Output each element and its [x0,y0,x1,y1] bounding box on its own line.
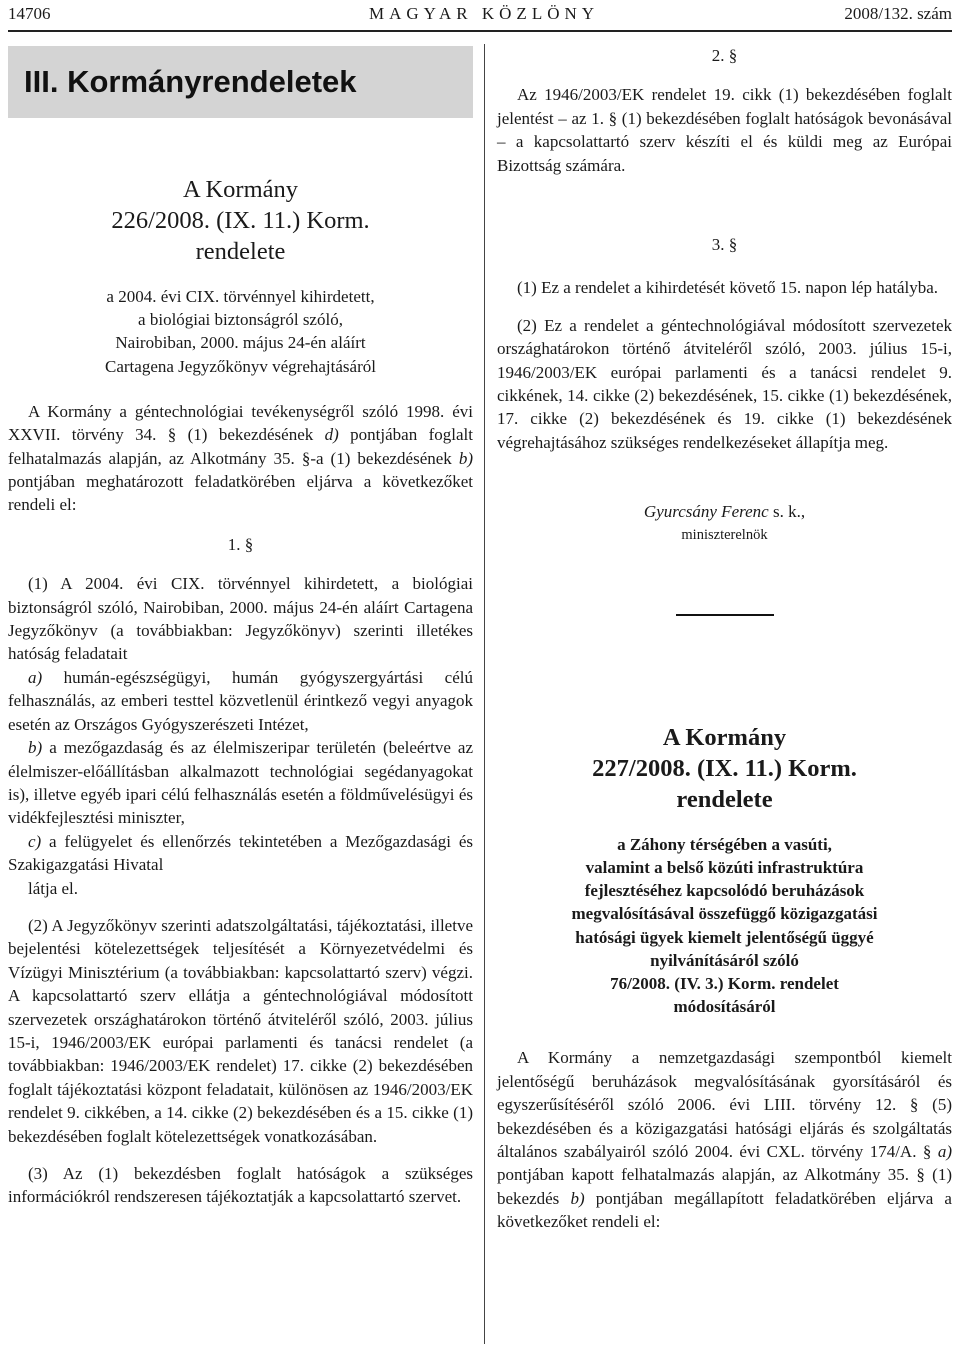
header-rule [8,30,952,32]
decree2-title-line3: rendelete [676,785,773,813]
section-3-paragraph-2: (2) Ez a rendelet a géntechnológiával módosított szervezetek országhatárokon történő átviteléről szóló, 2003. július 15-i, 1946/2003/EK európai parlamenti és a tanácsi rendelet 9. cikkének, 14. cikke (2) bekezdésének, 15. cikke (1) bekezdésének, 17. cikke (2) bekezdésének és 19. cikke (1) bekezdésének végrehajtásához szükséges rendelkezéseket állapítja meg. [497,315,952,452]
section-3-paragraph-1: (1) Ez a rendelet a kihirdetését követő 15. napon lép hatályba. [517,278,939,298]
point-label: a) [28,667,43,687]
left-column [8,40,473,1209]
section-1-paragraph-3: (3) Az (1) bekezdésben foglalt hatóságok a szükséges információkról rendszeresen tájékoztatják a kapcsolattartó szervet. [8,1164,473,1207]
signatory-name: Gyurcsány Ferenc [643,502,769,522]
section-1-point-c [8,830,473,877]
preamble-point-ref: a) [937,1141,952,1161]
decree2-subject-line5: hatósági ügyek kiemelt jelentőségű üggyé [575,927,874,947]
decree1-preamble [8,400,473,517]
preamble-text: pontjában megállapított feladatkörében eljárva a következőket rendeli el: [497,1188,952,1232]
preamble-text: A Kormány a géntechnológiai tevékenységről szóló 1998. évi XXVII. törvény 34. § (1) bekezdésének [8,401,473,445]
decree2-subject-line3: fejlesztéséhez kapcsolódó beruházások [584,881,865,901]
signature-block [497,500,952,545]
decree1-subject-line4: Cartagena Jegyzőkönyv végrehajtásáról [105,356,376,376]
section-1-closing: látja el. [28,878,79,898]
decree1-subject-line3: Nairobiban, 2000. május 24-én aláírt [115,333,366,353]
decree1-title-line3: rendelete [195,238,286,265]
signatory-role: miniszterelnök [681,526,768,543]
preamble-point-ref: b) [570,1188,585,1208]
decree2-title-line1: A Kormány [662,723,787,751]
signature-line [497,500,952,523]
publication-title: MAGYAR KÖZLÖNY [368,4,600,23]
section-1-point-b [8,736,473,830]
decree2-title [497,722,952,815]
point-text: a mezőgazdaság és az élelmiszeripar területén (beleértve az élelmiszer-előállításban alkalmazott technológiai segédanyagokat is), illetve egyéb ipari célú felhasználás esetén a földművelésügyi és vidékfejlesztési miniszter, [8,738,473,828]
decree1-subject-line1: a 2004. évi CIX. törvénnyel kihirdetett, [106,287,375,306]
decree2-subject-line8: módosításáról [673,997,776,1017]
point-text: humán-egészségügyi, humán gyógyszergyártási célú felhasználás, az emberi testtel közvetlenül érintkező vegyi anyagok esetén az Országos Gyógyszerészeti Intézet, [8,667,473,734]
section-1-paragraph-1: (1) A 2004. évi CIX. törvénnyel kihirdetett, a biológiai biztonságról szóló, Nairobiban, 2000. május 24-én aláírt Cartagena Jegyzőkönyv (a továbbiakban: Jegyzőkönyv) szerinti illetékes hatóság feladatait [8,574,473,664]
point-text: a felügyelet és ellenőrzés tekintetében a Mezőgazdasági és Szakigazgatási Hivatal [8,831,473,875]
page-header [8,2,960,28]
section-1-point-a [8,666,473,736]
preamble-text: pontjában foglalt felhatalmazás alapján, az Alkotmány 35. §-a (1) bekezdésének [8,425,473,468]
decree2-subject-line4: megvalósításával összefüggő közigazgatási [571,904,878,924]
point-label: c) [28,831,42,851]
decree1-title-line2: 226/2008. (IX. 11.) Korm. [111,207,370,234]
decree2-subject-line7: 76/2008. (IV. 3.) Korm. rendelet [610,973,839,993]
decree1-subject [8,285,473,378]
decree2-subject-line6: nyilvánításáról szóló [650,950,799,970]
point-label: b) [28,738,43,758]
decree2-subject-line2: valamint a belső közúti infrastruktúra [585,857,864,877]
decree2-subject-line1: a Záhony térségében a vasúti, [617,834,832,854]
decree2-title-line2: 227/2008. (IX. 11.) Korm. [592,754,857,782]
section-2-heading: 2. § [711,46,738,65]
section-1-paragraph-2: (2) A Jegyzőkönyv szerinti adatszolgáltatási, tájékoztatási, illetve bejelentési kötelezettségek teljesítését a Környezetvédelmi és Vízügyi Minisztérium (a továbbiakban: kapcsolattartó szerv) végzi. A kapcsolattartó szerv ellátja a géntechnológiával módosított szervezetek országhatárokon történő átviteléről szóló, 2003. július 15-i, 1946/2003/EK európai parlamenti és tanácsi rendelet (a továbbiakban: 1946/2003/EK rendelet) 17. cikke (2) bekezdésében foglalt tájékoztatási központ feladatait, különösen az 1946/2003/EK rendelet 9. cikkében, a 14. cikke (2) bekezdésében és a 15. cikke (1) bekezdésében foglalt kötelezettségek vonatkozásában. [8,915,473,1146]
preamble-point-ref: d) [324,425,339,445]
section-1-heading: 1. § [227,534,254,554]
preamble-point-ref: b) [458,448,473,468]
decree-separator [676,614,774,616]
decree1-subject-line2: a biológiai biztonságról szóló, [138,310,343,330]
section-3-heading: 3. § [711,235,738,255]
issue-number: 2008/132. szám [844,4,952,23]
section-banner: III. Kormányrendeletek [8,46,473,118]
decree1-title-line1: A Kormány [183,176,298,203]
decree2-preamble [497,1046,952,1233]
right-column [497,40,952,1234]
column-divider [484,44,485,1344]
section-2-text: Az 1946/2003/EK rendelet 19. cikk (1) bekezdésében foglalt jelentést – az 1. § (1) bekezdésében foglalt hatóságok bevonásával – a kapcsolattartó szerv készíti el és küldi meg az Európai Bizottság számára. [497,85,952,175]
decree2-subject [497,833,952,1019]
preamble-text: A Kormány a nemzetgazdasági szempontból kiemelt jelentőségű beruházások megvalósításának gyorsításáról és egyszerűsítéséről szóló 2006. évi LIII. törvény 12. § (5) bekezdésében és a közigazgatási hatósági eljárás és szolgáltatás általános szabályairól szóló 2004. évi CXL. törvény 174/A. § [497,1048,952,1161]
preamble-text: pontjában meghatározott feladatkörében eljárva a következőket rendeli el: [8,472,473,515]
signatory-suffix: s. k., [768,502,806,522]
page-number: 14706 [8,4,51,23]
preamble-text: pontjában kapott felhatalmazás alapján, az Alkotmány 35. § (1) bekezdés [497,1165,952,1208]
decree1-title [8,174,473,267]
